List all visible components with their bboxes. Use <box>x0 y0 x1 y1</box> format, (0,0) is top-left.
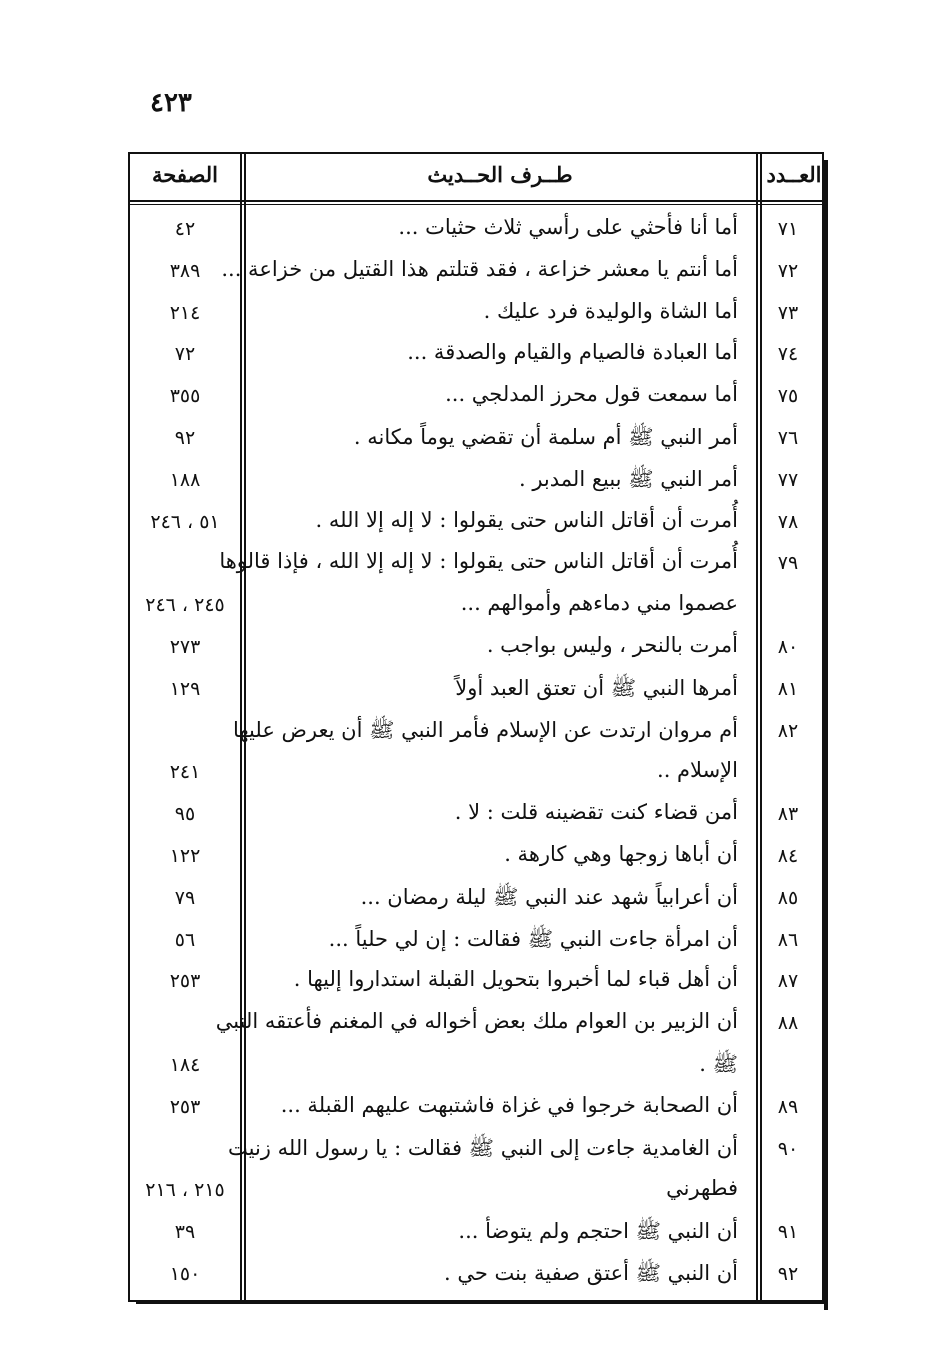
page-reference: ١٢٩ <box>169 677 201 700</box>
header-divider-thin <box>128 204 824 205</box>
hadith-text: أمن قضاء كنت تقضينه قلت : لا . <box>454 800 738 825</box>
hadith-text: أمرت بالنحر ، وليس بواجب . <box>486 633 738 657</box>
hadith-text: ﷺ . <box>699 1052 738 1076</box>
hadith-text: أُمرت أن أقاتل الناس حتى يقولوا : لا إله إلا الله ، فإذا قالوها <box>219 549 738 574</box>
hadith-text: أن أعرابياً شهد عند النبي ﷺ ليلة رمضان ... <box>360 884 738 909</box>
row-number: ٨٦ <box>777 928 799 951</box>
hadith-index-table <box>128 152 832 1310</box>
table-row <box>128 419 824 461</box>
table-row <box>128 335 824 377</box>
table-row <box>128 921 824 963</box>
hadith-text: أما سمعت قول محرز المدلجي ... <box>445 382 738 407</box>
hadith-text: أمر النبي ﷺ أم سلمة أن تقضي يوماً مكانه . <box>353 425 738 449</box>
table-row <box>128 1255 824 1297</box>
table-row <box>128 461 824 503</box>
row-number: ٨١ <box>777 677 799 700</box>
row-number: ٧٧ <box>777 468 799 491</box>
table-row <box>128 294 824 336</box>
row-number: ٨٥ <box>777 886 799 909</box>
hadith-text: أن امرأة جاءت النبي ﷺ فقالت : إن لي حلياً ... <box>328 926 738 951</box>
row-number: ٧٢ <box>777 259 799 282</box>
hadith-text: أم مروان ارتدت عن الإسلام فأمر النبي ﷺ أن يعرض عليها <box>232 717 738 742</box>
page-reference: ٢٧٣ <box>169 636 201 658</box>
table-row <box>128 670 824 712</box>
page-reference: ٢٤١ <box>169 761 201 784</box>
page-reference: ٧٢ <box>174 343 196 366</box>
hadith-text: أن النبي ﷺ أعتق صفية بنت حي . <box>444 1261 738 1285</box>
page-reference: ١٥٠ <box>169 1263 201 1285</box>
table-row <box>128 628 824 670</box>
page-reference: ٩٥ <box>174 803 196 826</box>
hadith-text: أُمرت أن أقاتل الناس حتى يقولوا : لا إله إلا الله . <box>315 507 738 532</box>
page-reference: ١٨٨ <box>169 468 201 491</box>
page-reference: ٣٨٩ <box>169 259 201 282</box>
hadith-text: أن النبي ﷺ احتجم ولم يتوضأ ... <box>458 1219 738 1244</box>
header-page: الصفحة <box>152 162 218 187</box>
hadith-text: أن الصحابة خرجوا في غزاة فاشتبهت عليهم القبلة ... <box>280 1092 738 1117</box>
table-row <box>128 586 824 628</box>
row-number: ٨٣ <box>777 803 799 826</box>
table-row <box>128 795 824 837</box>
table-row <box>128 962 824 1004</box>
row-number: ٨٩ <box>777 1095 799 1118</box>
table-row <box>128 712 824 754</box>
table-row <box>128 1171 824 1213</box>
table-frame-shadow-right <box>824 160 828 1310</box>
hadith-text: أما الشاة والوليدة فرد عليك . <box>483 298 738 323</box>
hadith-text: فطهرني <box>666 1176 738 1201</box>
table-row <box>128 1088 824 1130</box>
row-number: ٧٦ <box>777 427 799 449</box>
header-divider <box>128 200 824 202</box>
row-number: ٩٠ <box>777 1137 799 1160</box>
table-row <box>128 1046 824 1088</box>
row-number: ٧١ <box>777 218 799 240</box>
header-hadith: طــرف الحــديث <box>427 162 573 187</box>
row-number: ٩١ <box>777 1221 799 1244</box>
table-row <box>128 753 824 795</box>
table-row <box>128 377 824 419</box>
hadith-text: عصموا مني دماءهم وأموالهم ... <box>460 591 738 616</box>
page-reference: ٥٦ <box>174 928 196 951</box>
hadith-text: أما العبادة فالصيام والقيام والصدقة ... <box>407 340 738 365</box>
page-reference: ٣٥٥ <box>169 385 201 408</box>
table-row <box>128 503 824 545</box>
page-number: ٤٢٣ <box>150 88 192 118</box>
page-reference: ١٢٢ <box>169 845 201 867</box>
page-reference: ٢١٥ ، ٢١٦ <box>145 1179 225 1202</box>
hadith-text: الإسلام .. <box>657 758 738 783</box>
hadith-text: أمر النبي ﷺ ببيع المدبر . <box>518 466 738 491</box>
page-reference: ٥١ ، ٢٤٦ <box>150 510 220 533</box>
page-reference: ١٨٤ <box>169 1054 201 1076</box>
page-reference: ٢٥٣ <box>169 970 201 993</box>
header-number: العــدد <box>766 162 822 187</box>
row-number: ٨٨ <box>777 1012 799 1035</box>
table-row <box>128 837 824 879</box>
table-row <box>128 1213 824 1255</box>
hadith-text: أن الغامدية جاءت إلى النبي ﷺ فقالت : يا رسول الله زنيت <box>228 1135 738 1160</box>
page-reference: ٢٤٥ ، ٢٤٦ <box>145 594 225 617</box>
hadith-text: أما أنا فأحثي على رأسي ثلاث حثيات ... <box>398 215 738 239</box>
hadith-text: أن أهل قباء لما أخبروا بتحويل القبلة استداروا إليها . <box>293 967 738 992</box>
table-row <box>128 252 824 294</box>
row-number: ٨٧ <box>777 970 799 993</box>
table-row <box>128 210 824 252</box>
page-reference: ٢١٤ <box>169 301 201 324</box>
row-number: ٧٩ <box>777 552 799 575</box>
row-number: ٧٥ <box>777 385 799 408</box>
hadith-text: أما أنتم يا معشر خزاعة ، فقد قتلتم هذا القتيل من خزاعة ... <box>221 256 738 281</box>
page-reference: ٤٢ <box>174 218 196 240</box>
row-number: ٨٠ <box>777 636 799 658</box>
row-number: ٨٢ <box>777 719 799 742</box>
table-row <box>128 544 824 586</box>
page-reference: ٣٩ <box>174 1221 196 1244</box>
page-reference: ٢٥٣ <box>169 1095 201 1118</box>
table-row <box>128 879 824 921</box>
hadith-text: أمرها النبي ﷺ أن تعتق العبد أولاً <box>455 675 738 700</box>
page-reference: ٧٩ <box>174 886 196 909</box>
row-number: ٧٨ <box>777 510 799 533</box>
hadith-text: أن أباها زوجها وهي كارهة . <box>504 842 738 866</box>
row-number: ٩٢ <box>777 1263 799 1285</box>
row-number: ٧٤ <box>777 343 799 366</box>
table-row <box>128 1004 824 1046</box>
row-number: ٨٤ <box>777 845 799 867</box>
table-row <box>128 1130 824 1172</box>
page-reference: ٩٢ <box>174 427 196 449</box>
row-number: ٧٣ <box>777 301 799 324</box>
hadith-text: أن الزبير بن العوام ملك بعض أخواله في المغنم فأعتقه النبي <box>215 1009 738 1034</box>
